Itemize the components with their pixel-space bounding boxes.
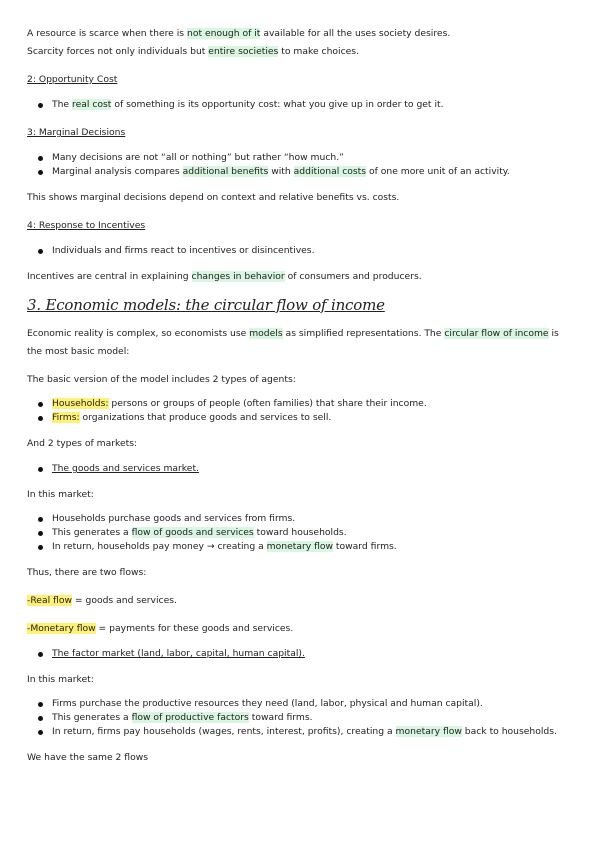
paragraph: And 2 types of markets: — [27, 438, 138, 449]
heading-marginal-decisions: 3: Marginal Decisions — [27, 127, 126, 138]
heading-incentives: 4: Response to Incentives — [27, 220, 146, 231]
paragraph: -Real flow = goods and services. — [27, 595, 177, 606]
list-item: The factor market (land, labor, capital, human capital). — [52, 647, 575, 661]
paragraph: We have the same 2 flows — [27, 752, 148, 763]
paragraph: This shows marginal decisions depend on context and relative benefits vs. costs. — [27, 192, 400, 203]
paragraph: Thus, there are two flows: — [27, 567, 147, 578]
intro-line-2: Scarcity forces not only individuals but entire societies to make choices. — [27, 46, 360, 57]
list-item: In return, firms pay households (wages, rents, interest, profits), creating a monetary flow back to households. — [52, 725, 575, 739]
bullet-list — [27, 512, 575, 554]
list-item: In return, households pay money → creating a monetary flow toward firms. — [52, 540, 575, 554]
paragraph: Economic reality is complex, so economists use models as simplified representations. The circular flow of income is the most basic model: — [27, 328, 559, 357]
paragraph: Incentives are central in explaining changes in behavior of consumers and producers. — [27, 271, 422, 282]
paragraph: In this market: — [27, 489, 94, 500]
list-item: Many decisions are not “all or nothing” but rather “how much.” — [52, 151, 575, 165]
highlight: not enough of it — [187, 28, 261, 39]
list-item: Marginal analysis compares additional benefits with additional costs of one more unit of an activity. — [52, 165, 575, 179]
bullet-list — [27, 647, 575, 661]
bullet-list — [27, 397, 575, 425]
section-title: 3. Economic models: the circular flow of income — [27, 296, 385, 314]
list-item: The real cost of something is its opportunity cost: what you give up in order to get it. — [52, 98, 575, 112]
heading-opportunity-cost: 2: Opportunity Cost — [27, 74, 118, 85]
list-item: The goods and services market. — [52, 462, 575, 476]
paragraph: The basic version of the model includes 2 types of agents: — [27, 374, 296, 385]
document-page — [27, 25, 575, 767]
list-item: This generates a flow of productive factors toward firms. — [52, 711, 575, 725]
list-item: Firms purchase the productive resources they need (land, labor, physical and human capital). — [52, 697, 575, 711]
list-item: This generates a flow of goods and services toward households. — [52, 526, 575, 540]
highlight: entire societies — [208, 46, 279, 57]
bullet-list — [27, 151, 575, 179]
bullet-list — [27, 98, 575, 112]
paragraph: In this market: — [27, 674, 94, 685]
list-item: Individuals and firms react to incentives or disincentives. — [52, 244, 575, 258]
intro-line-1: A resource is scarce when there is not enough of it available for all the uses society desires. — [27, 28, 451, 39]
list-item: Firms: organizations that produce goods and services to sell. — [52, 411, 575, 425]
bullet-list — [27, 462, 575, 476]
bullet-list — [27, 697, 575, 739]
list-item: Households purchase goods and services from firms. — [52, 512, 575, 526]
bullet-list — [27, 244, 575, 258]
list-item: Households: persons or groups of people (often families) that share their income. — [52, 397, 575, 411]
paragraph: -Monetary flow = payments for these goods and services. — [27, 623, 294, 634]
